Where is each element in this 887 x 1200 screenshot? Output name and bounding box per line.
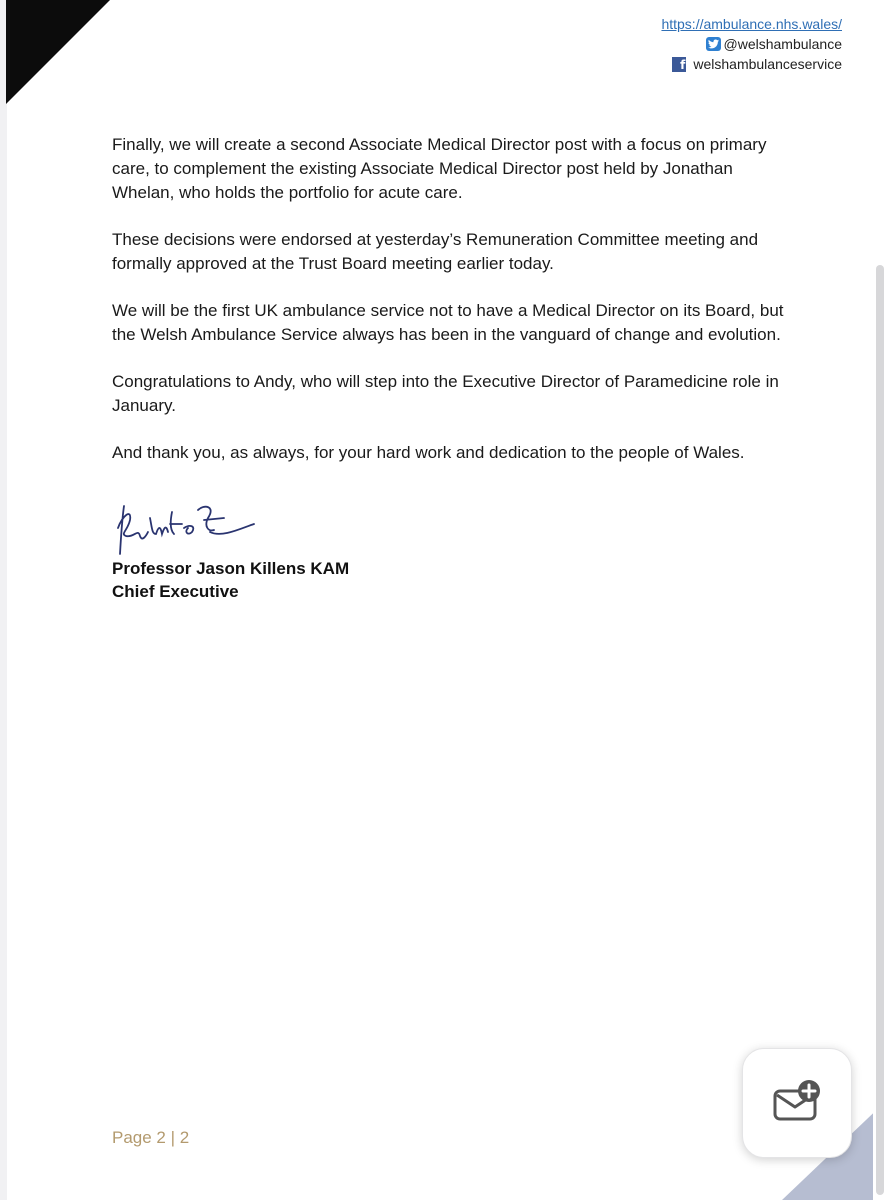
add-to-mail-button[interactable]: [742, 1048, 852, 1158]
page-left-edge: [0, 0, 7, 1200]
header-contact-links: [661, 14, 842, 74]
page-number: Page 2 | 2: [112, 1128, 190, 1147]
paragraph: Finally, we will create a second Associate Medical Director post with a focus on primary care, to complement the existing Associate Medical Director post held by Jonathan Whelan, who holds the portfolio for acute care.: [112, 135, 767, 202]
signatory-title: Chief Executive: [112, 582, 239, 601]
website-link[interactable]: https://ambulance.nhs.wales/: [661, 16, 842, 32]
paragraph: These decisions were endorsed at yesterday’s Remuneration Committee meeting and formally approved at the Trust Board meeting earlier today.: [112, 230, 759, 273]
corner-decoration-top-left: [6, 0, 110, 104]
paragraph: We will be the first UK ambulance service not to have a Medical Director on its Board, but the Welsh Ambulance Service always has been in the vanguard of change and evolution.: [112, 301, 784, 344]
paragraph: Congratulations to Andy, who will step into the Executive Director of Paramedicine role in January.: [112, 372, 779, 415]
paragraph: And thank you, as always, for your hard work and dedication to the people of Wales.: [112, 443, 745, 462]
facebook-icon: f: [672, 57, 686, 72]
handwritten-signature: [112, 498, 262, 558]
twitter-handle[interactable]: @welshambulance: [723, 36, 842, 52]
mail-add-icon: [771, 1079, 823, 1127]
letter-body: [112, 133, 792, 488]
scrollbar-thumb[interactable]: [876, 265, 884, 1195]
facebook-handle[interactable]: welshambulanceservice: [693, 56, 842, 72]
scrollbar[interactable]: [873, 0, 887, 1200]
twitter-icon: [706, 37, 721, 51]
signatory-name: Professor Jason Killens KAM: [112, 559, 350, 578]
